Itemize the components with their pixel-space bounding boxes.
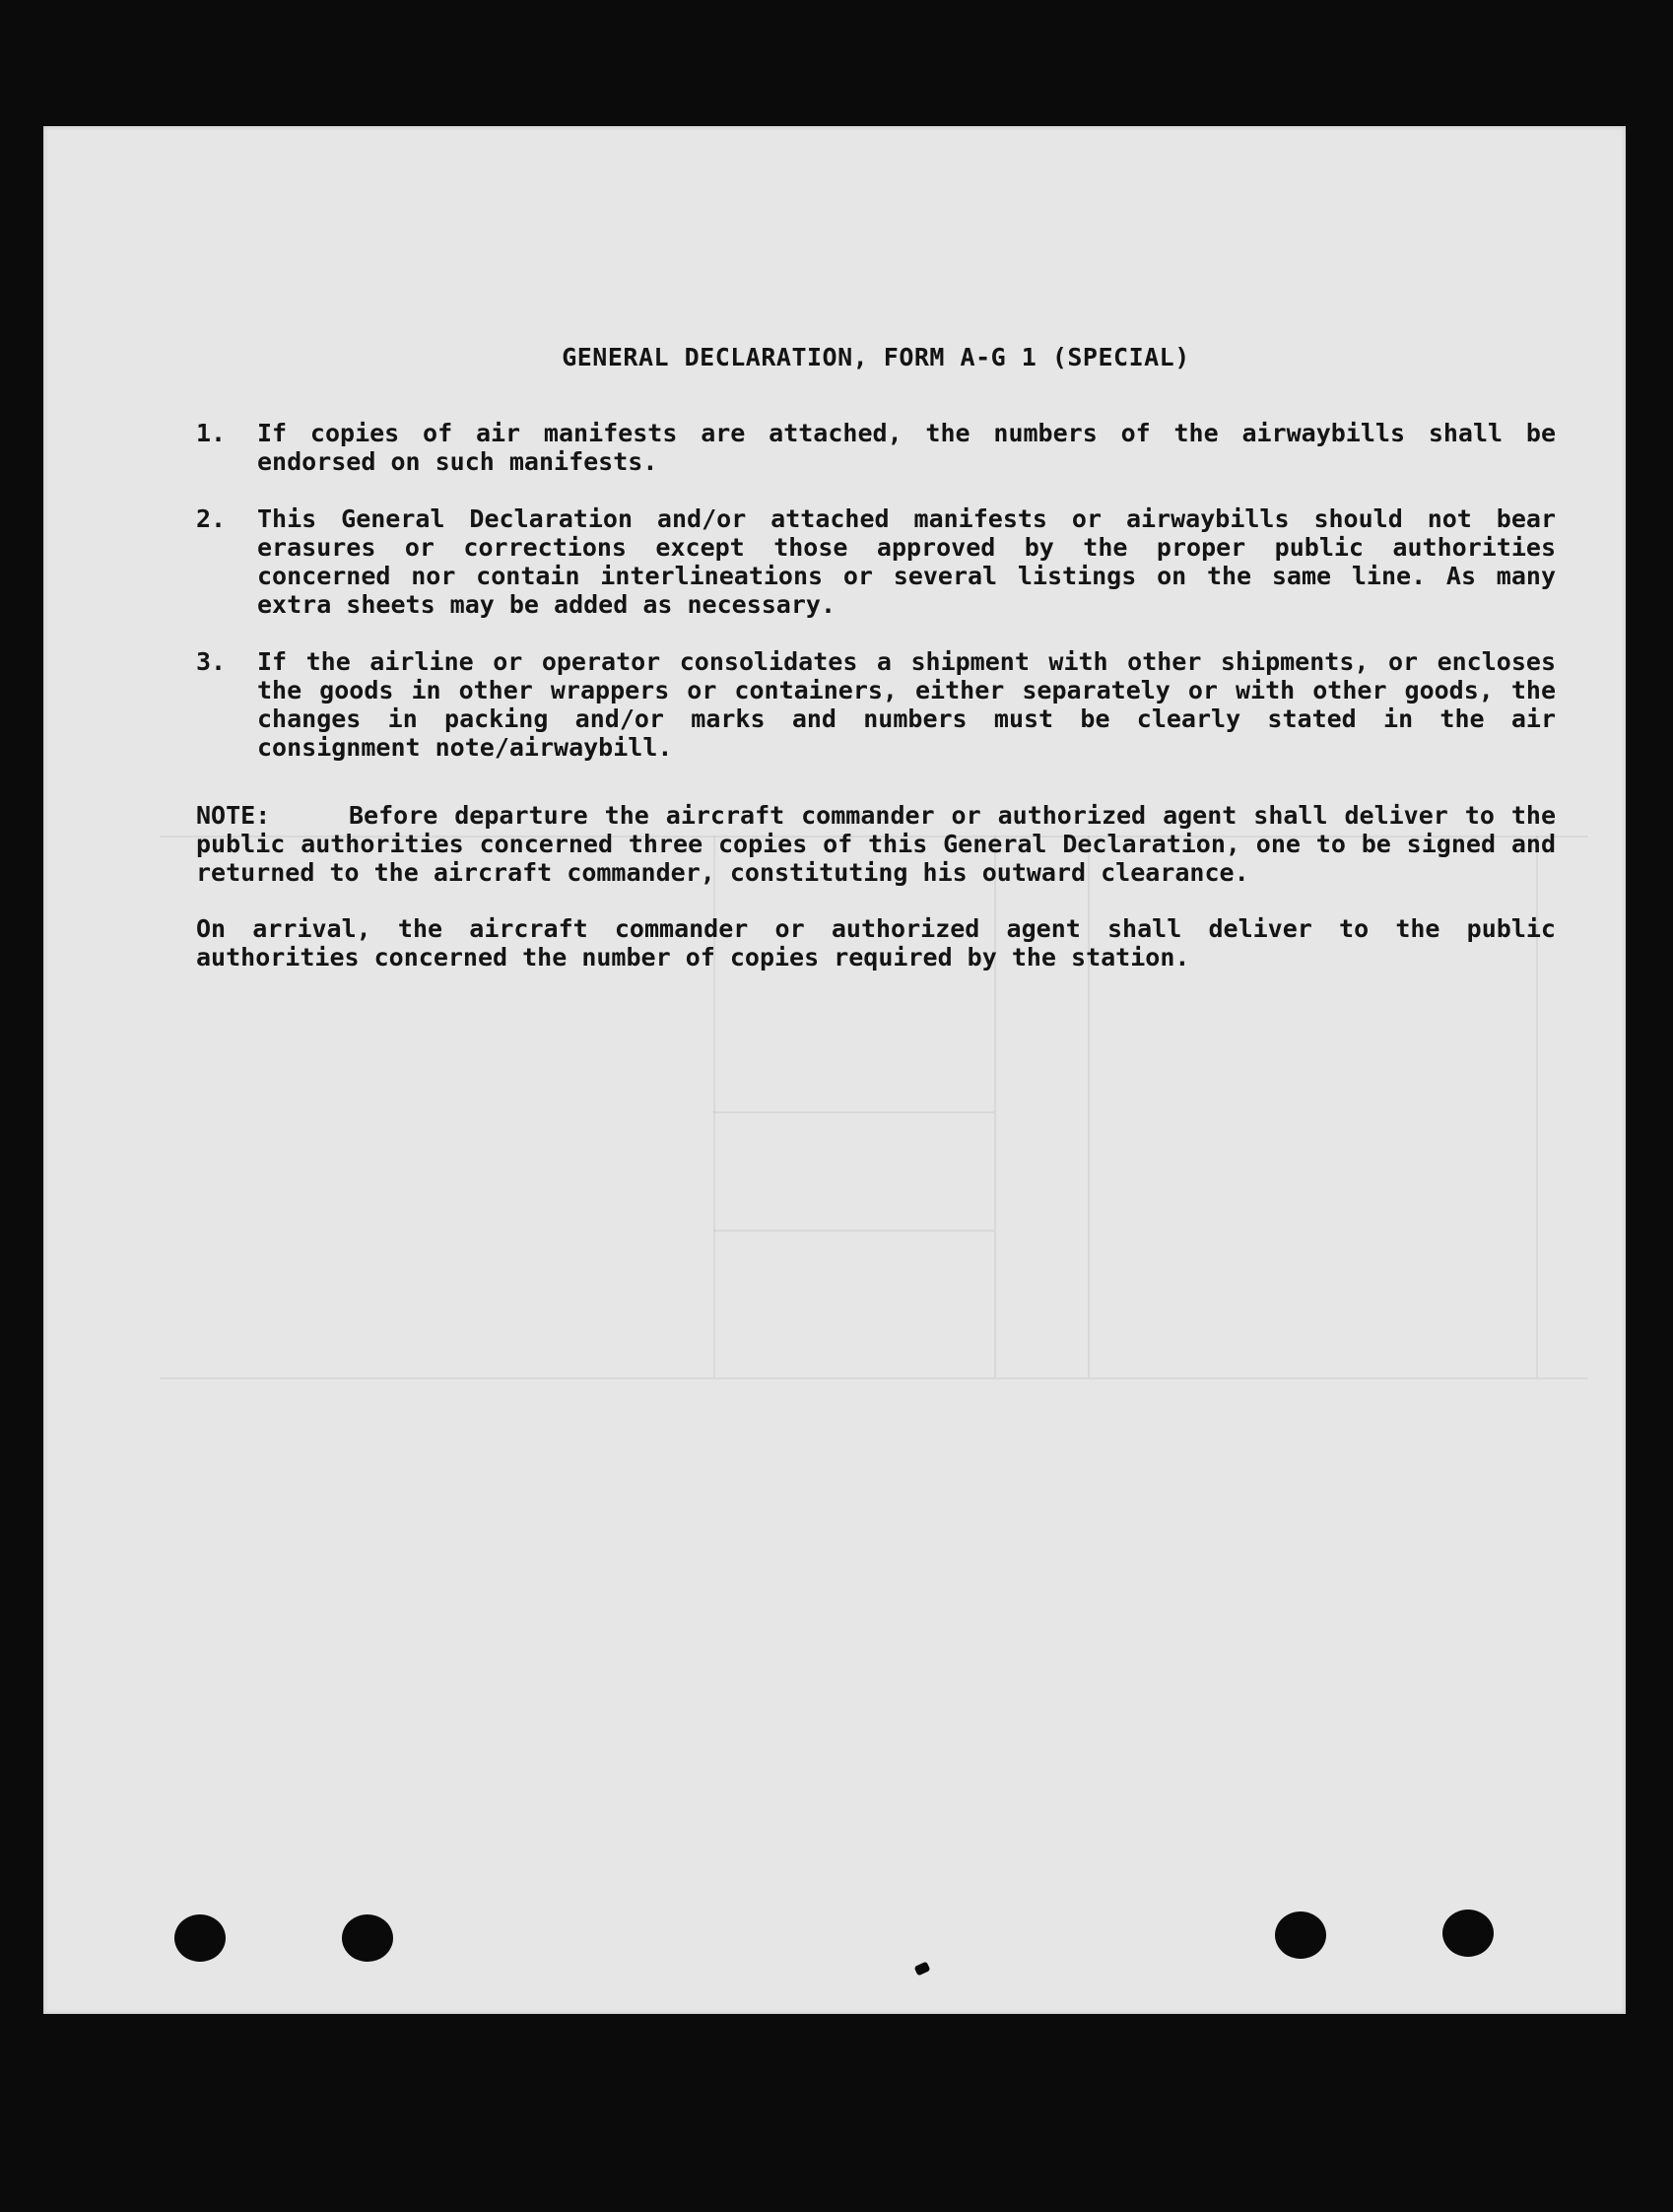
item-number: 2.: [196, 504, 227, 533]
instruction-item: [196, 504, 1556, 619]
page-title: GENERAL DECLARATION, FORM A-G 1 (SPECIAL): [562, 343, 1190, 371]
punch-hole-left-2: [342, 1914, 393, 1962]
item-number: 1.: [196, 419, 227, 447]
item-number: 3.: [196, 647, 227, 676]
item-text: If the airline or operator consolidates a shipment with other shipments, or encloses the goods in other wrappers or containers, either separately or with other goods, the changes in packing and/or marks and numbers must be clearly stated in the air consignment note/airwaybill.: [257, 647, 1556, 762]
item-text: This General Declaration and/or attached manifests or airwaybills should not bear erasures or corrections except those approved by the proper public authorities concerned nor contain interlineations or several listings on the same line. As many extra sheets may be added as necessary.: [257, 504, 1556, 619]
instruction-item: [196, 419, 1556, 476]
note-text: Before departure the aircraft commander or authorized agent shall deliver to the public authorities concerned three copies of this General Declaration, one to be signed and returned to the aircraft commander, constituting his outward clearance.: [196, 801, 1556, 887]
note-label: NOTE:: [196, 801, 271, 830]
departure-note: [196, 801, 1556, 887]
punch-hole-right-1: [1275, 1911, 1326, 1959]
instruction-item: [196, 647, 1556, 762]
declaration-instructions: [196, 343, 1556, 972]
punch-hole-right-2: [1442, 1910, 1494, 1957]
ink-mark: [914, 1962, 931, 1977]
arrival-note: On arrival, the aircraft commander or authorized agent shall deliver to the public authorities concerned the number of copies required by the station.: [196, 914, 1556, 972]
punch-hole-left-1: [174, 1914, 226, 1962]
item-text: If copies of air manifests are attached, the numbers of the airwaybills shall be endorsed on such manifests.: [257, 419, 1556, 476]
document-page: [43, 126, 1626, 2014]
